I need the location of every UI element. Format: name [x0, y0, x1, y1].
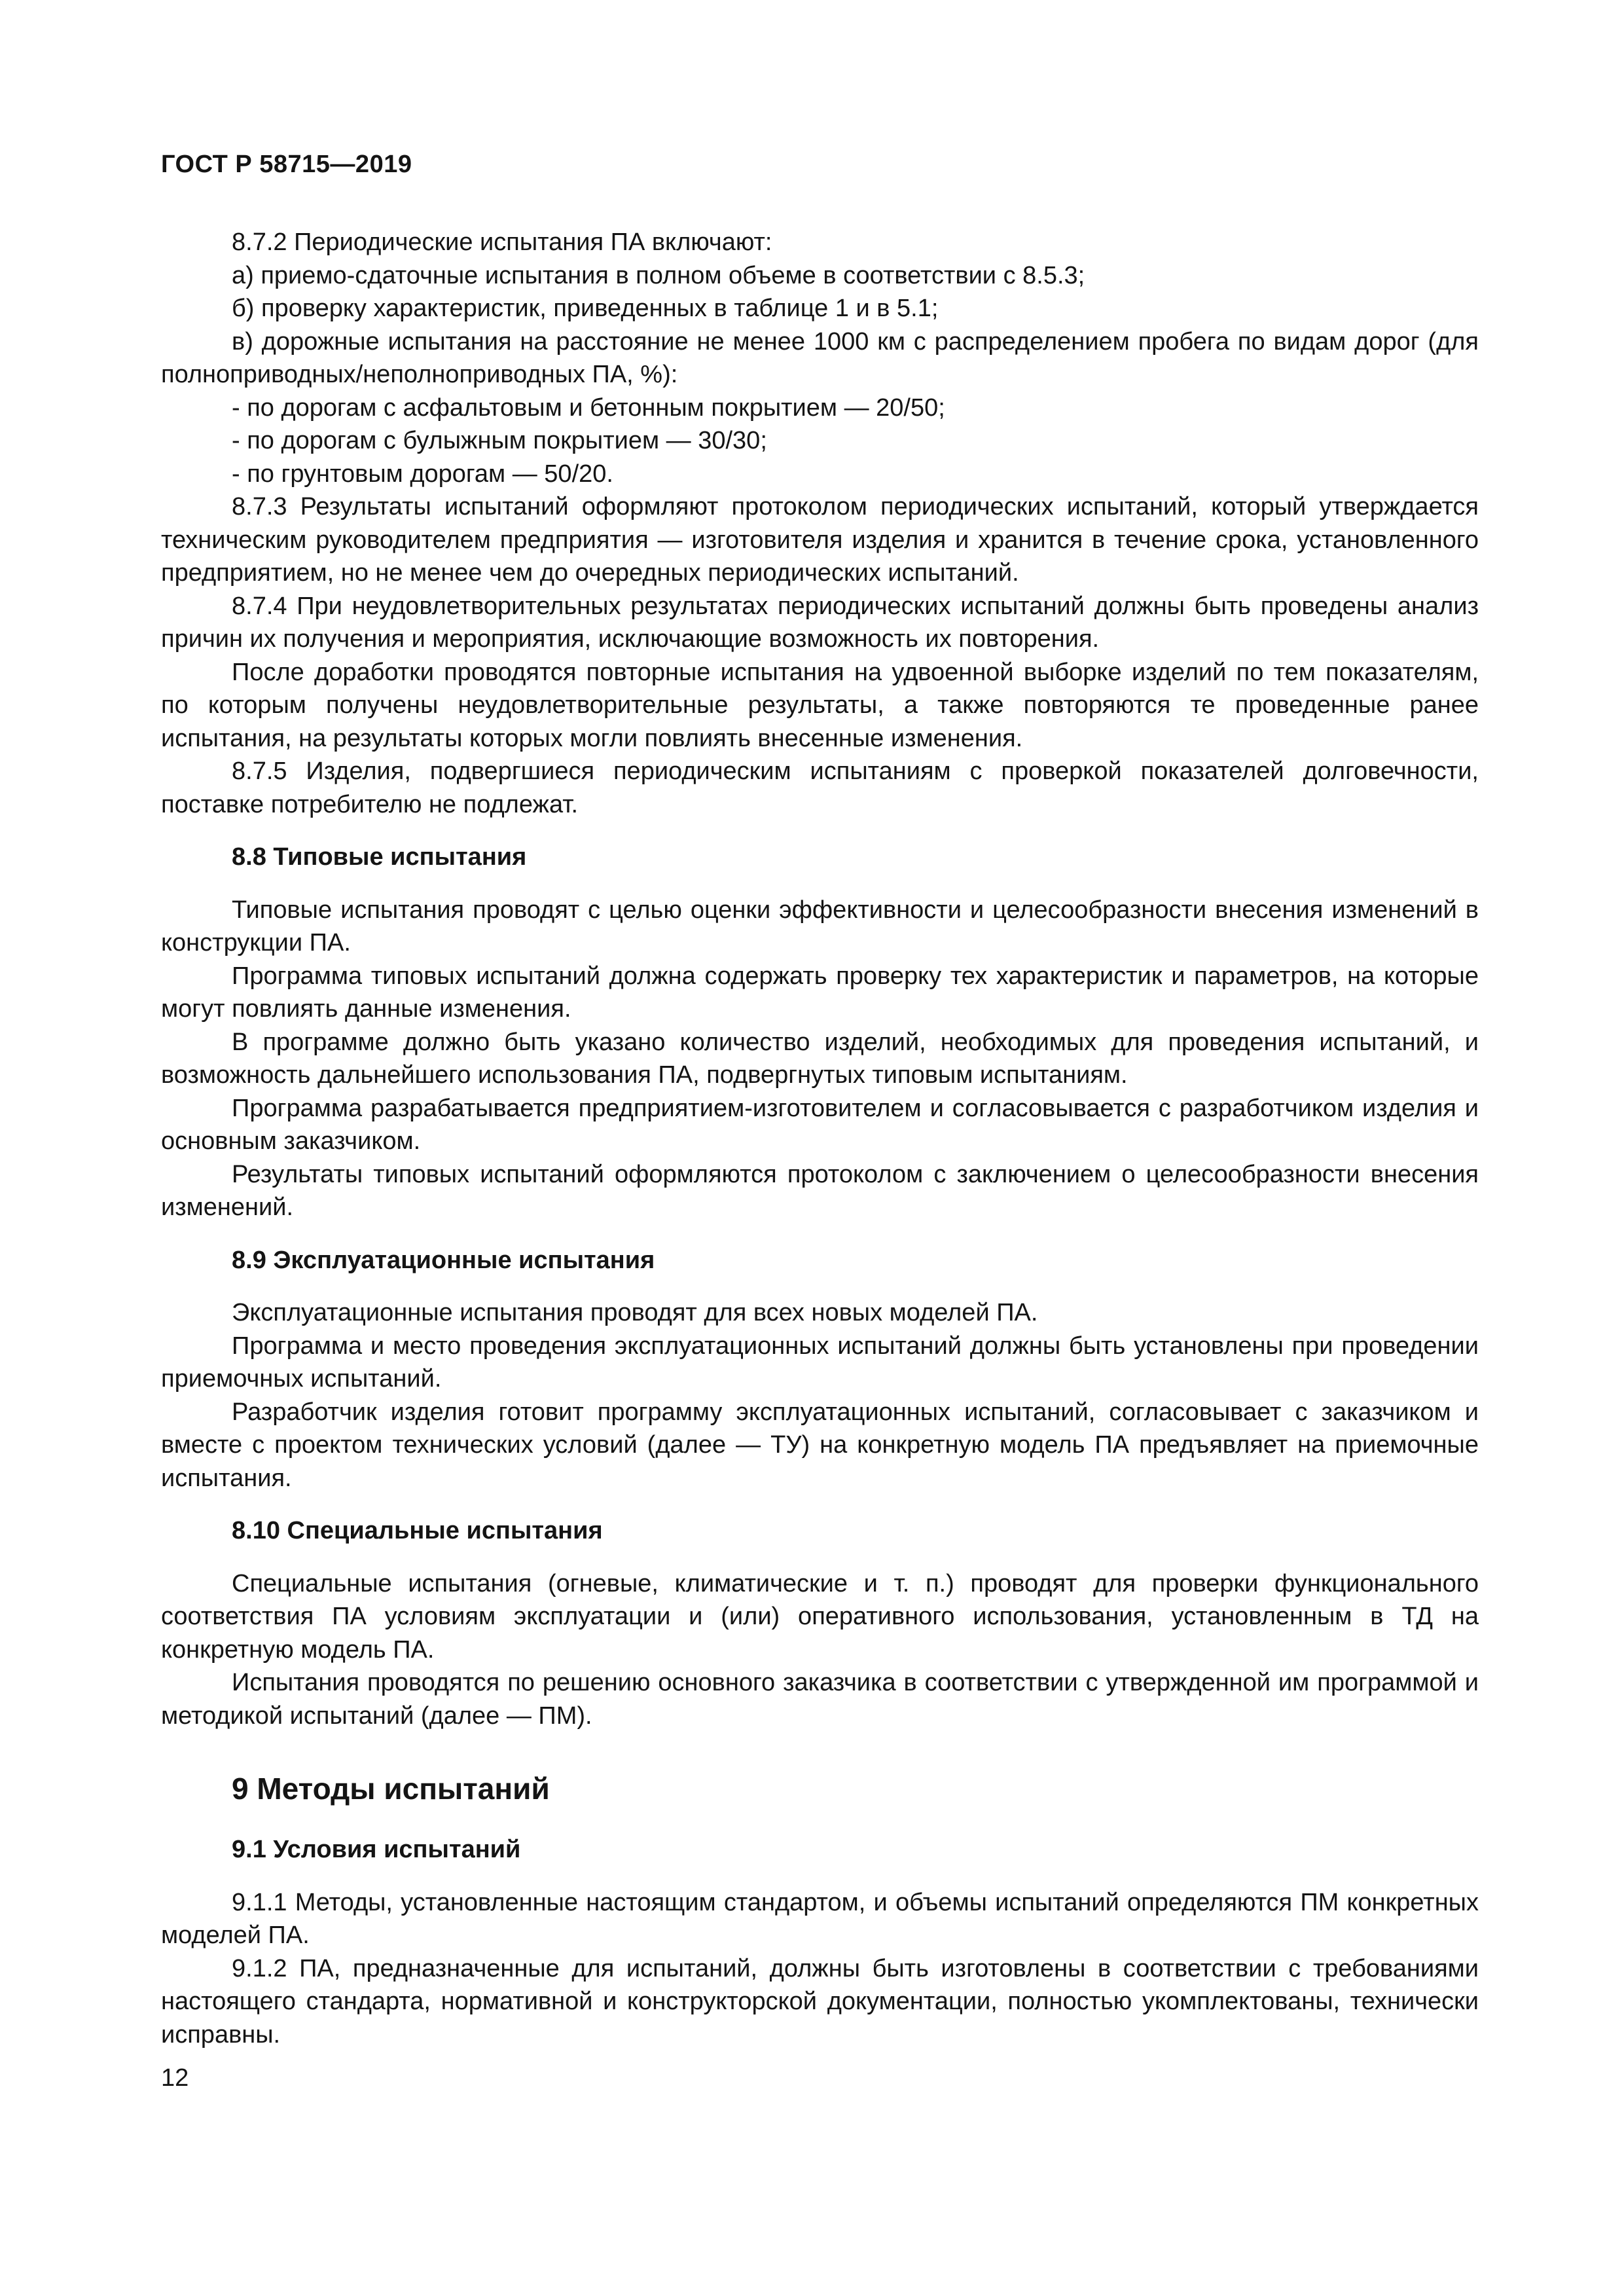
- list-item: - по дорогам с булыжным покрытием — 30/30;: [232, 427, 767, 454]
- paragraph: Программа типовых испытаний должна содержать проверку тех характеристик и параметров, на которые могут повлиять данные изменения.: [161, 962, 1479, 1023]
- paragraph: В программе должно быть указано количество изделий, необходимых для проведения испытаний, и возможность дальнейшего использования ПА, подвергнутых типовым испытаниям.: [161, 1028, 1479, 1089]
- document-body: [161, 226, 1479, 2051]
- section-heading: 8.9 Эксплуатационные испытания: [232, 1246, 655, 1274]
- paragraph: Программа разрабатывается предприятием-изготовителем и согласовывается с разработчиком изделия и основным заказчиком.: [161, 1094, 1479, 1155]
- list-item: - по грунтовым дорогам — 50/20.: [232, 460, 613, 488]
- document-header: ГОСТ Р 58715—2019: [161, 151, 412, 178]
- paragraph: Результаты типовых испытаний оформляются протоколом с заключением о целесообразности внесения изменений.: [161, 1160, 1479, 1221]
- paragraph: Специальные испытания (огневые, климатические и т. п.) проводят для проверки функционального соответствия ПА условиям эксплуатации и (или) оперативного использования, установленным в ТД на конкретную модель ПА.: [161, 1569, 1479, 1664]
- paragraph: Программа и место проведения эксплуатационных испытаний должны быть установлены при проведении приемочных испытаний.: [161, 1332, 1479, 1393]
- paragraph: 8.7.2 Периодические испытания ПА включают:: [232, 228, 772, 256]
- paragraph: 8.7.3 Результаты испытаний оформляют протоколом периодических испытаний, который утверждается техническим руководителем предприятия — изготовителя изделия и хранится в течение срока, установленного предприятием, но не менее чем до очередных периодических испытаний.: [161, 493, 1479, 587]
- list-item: - по дорогам с асфальтовым и бетонным покрытием — 20/50;: [232, 393, 945, 422]
- paragraph: Эксплуатационные испытания проводят для всех новых моделей ПА.: [232, 1299, 1038, 1326]
- paragraph: Разработчик изделия готовит программу эксплуатационных испытаний, согласовывает с заказчиком и вместе с проектом технических условий (далее — ТУ) на конкретную модель ПА предъявляет на приемочные испытания.: [161, 1398, 1479, 1492]
- section-heading: 9.1 Условия испытаний: [232, 1836, 521, 1863]
- list-item: б) проверку характеристик, приведенных в таблице 1 и в 5.1;: [232, 295, 939, 322]
- paragraph: 8.7.4 При неудовлетворительных результатах периодических испытаний должны быть проведены анализ причин их получения и мероприятия, исключающие возможность их повторения.: [161, 592, 1479, 653]
- paragraph: Типовые испытания проводят с целью оценки эффективности и целесообразности внесения изменений в конструкции ПА.: [161, 896, 1479, 957]
- paragraph: 8.7.5 Изделия, подвергшиеся периодическим испытаниям с проверкой показателей долговечности, поставке потребителю не подлежат.: [161, 757, 1479, 818]
- section-heading: 8.10 Специальные испытания: [232, 1517, 603, 1544]
- paragraph: После доработки проводятся повторные испытания на удвоенной выборке изделий по тем показателям, по которым получены неудовлетворительные результаты, а также повторяются те проведенные ранее испытания, на результаты которых могли повлиять внесенные изменения.: [161, 658, 1479, 752]
- page-number: 12: [161, 2064, 189, 2092]
- paragraph: Испытания проводятся по решению основного заказчика в соответствии с утвержденной им программой и методикой испытаний (далее — ПМ).: [161, 1669, 1479, 1730]
- paragraph: 9.1.2 ПА, предназначенные для испытаний, должны быть изготовлены в соответствии с требованиями настоящего стандарта, нормативной и конструкторской документации, полностью укомплектованы, технически исправны.: [161, 1954, 1479, 2049]
- list-item: а) приемо-сдаточные испытания в полном объеме в соответствии с 8.5.3;: [232, 261, 1085, 289]
- paragraph: в) дорожные испытания на расстояние не менее 1000 км с распределением пробега по видам дорог (для полноприводных/неполноприводных ПА, %):: [161, 327, 1479, 388]
- paragraph: 9.1.1 Методы, установленные настоящим стандартом, и объемы испытаний определяются ПМ конкретных моделей ПА.: [161, 1888, 1479, 1949]
- chapter-heading: 9 Методы испытаний: [232, 1772, 550, 1806]
- section-heading: 8.8 Типовые испытания: [232, 843, 527, 871]
